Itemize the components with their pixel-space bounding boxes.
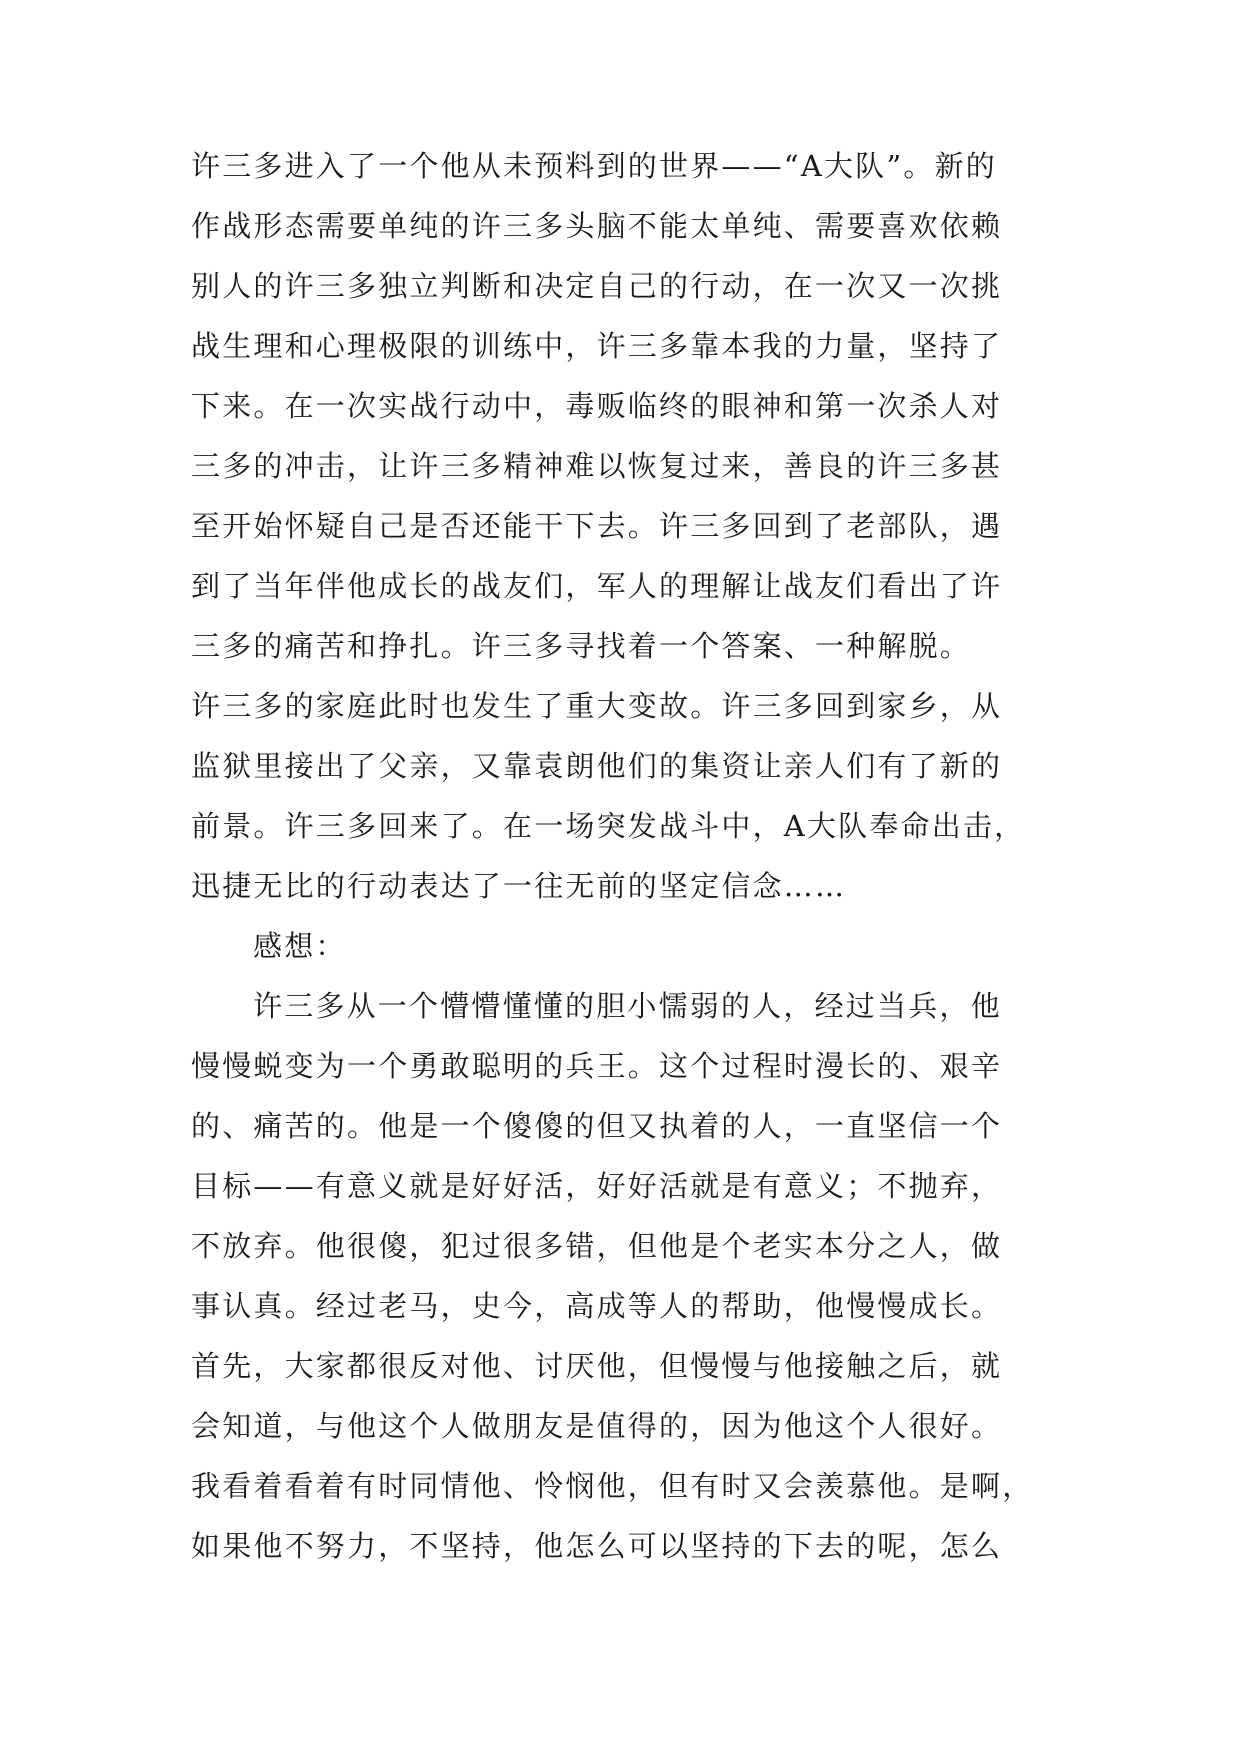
- text-line: 许三多从一个懵懵懂懂的胆小懦弱的人，经过当兵，他: [253, 989, 1002, 1023]
- text-line: 到了当年伴他成长的战友们，军人的理解让战友们看出了许: [191, 569, 1003, 603]
- text-line: 事认真。经过老马，史今，高成等人的帮助，他慢慢成长。: [191, 1289, 1003, 1323]
- text-line: 的、痛苦的。他是一个傻傻的但又执着的人，一直坚信一个: [191, 1109, 1003, 1143]
- section-heading: 感想：: [253, 929, 347, 963]
- text-line: 许三多的家庭此时也发生了重大变故。许三多回到家乡，从: [191, 689, 1003, 723]
- section-heading-block: [191, 916, 1051, 976]
- paragraph-2: [191, 976, 1051, 1576]
- text-line: 战生理和心理极限的训练中，许三多靠本我的力量，坚持了: [191, 329, 1003, 363]
- text-line: 三多的冲击，让许三多精神难以恢复过来，善良的许三多甚: [191, 449, 1003, 483]
- text-line: 监狱里接出了父亲，又靠袁朗他们的集资让亲人们有了新的: [191, 749, 1003, 783]
- text-line: 至开始怀疑自己是否还能干下去。许三多回到了老部队，遇: [191, 509, 1003, 543]
- text-line: 别人的许三多独立判断和决定自己的行动，在一次又一次挑: [191, 269, 1003, 303]
- text-line: 下来。在一次实战行动中，毒贩临终的眼神和第一次杀人对: [191, 389, 1003, 423]
- text-line: 前景。许三多回来了。在一场突发战斗中，A大队奉命出击，: [191, 809, 1026, 843]
- text-line: 如果他不努力，不坚持，他怎么可以坚持的下去的呢，怎么: [191, 1529, 1003, 1563]
- text-line: 迅捷无比的行动表达了一往无前的坚定信念……: [191, 869, 847, 903]
- paragraph-1: [191, 136, 1051, 916]
- text-line: 慢慢蜕变为一个勇敢聪明的兵王。这个过程时漫长的、艰辛: [191, 1049, 1003, 1083]
- text-line: 我看着看着有时同情他、怜悯他，但有时又会羡慕他。是啊，: [191, 1469, 1034, 1503]
- text-line: 三多的痛苦和挣扎。许三多寻找着一个答案、一种解脱。: [191, 629, 972, 663]
- text-line: 会知道，与他这个人做朋友是值得的，因为他这个人很好。: [191, 1409, 1003, 1443]
- text-line: 不放弃。他很傻，犯过很多错，但他是个老实本分之人，做: [191, 1229, 1003, 1263]
- text-line: 目标——有意义就是好好活，好好活就是有意义；不抛弃，: [191, 1169, 1003, 1203]
- text-line: 作战形态需要单纯的许三多头脑不能太单纯、需要喜欢依赖: [191, 209, 1003, 243]
- text-line: 首先，大家都很反对他、讨厌他，但慢慢与他接触之后，就: [191, 1349, 1003, 1383]
- text-line: 许三多进入了一个他从未预料到的世界——“A大队”。新的: [191, 149, 997, 183]
